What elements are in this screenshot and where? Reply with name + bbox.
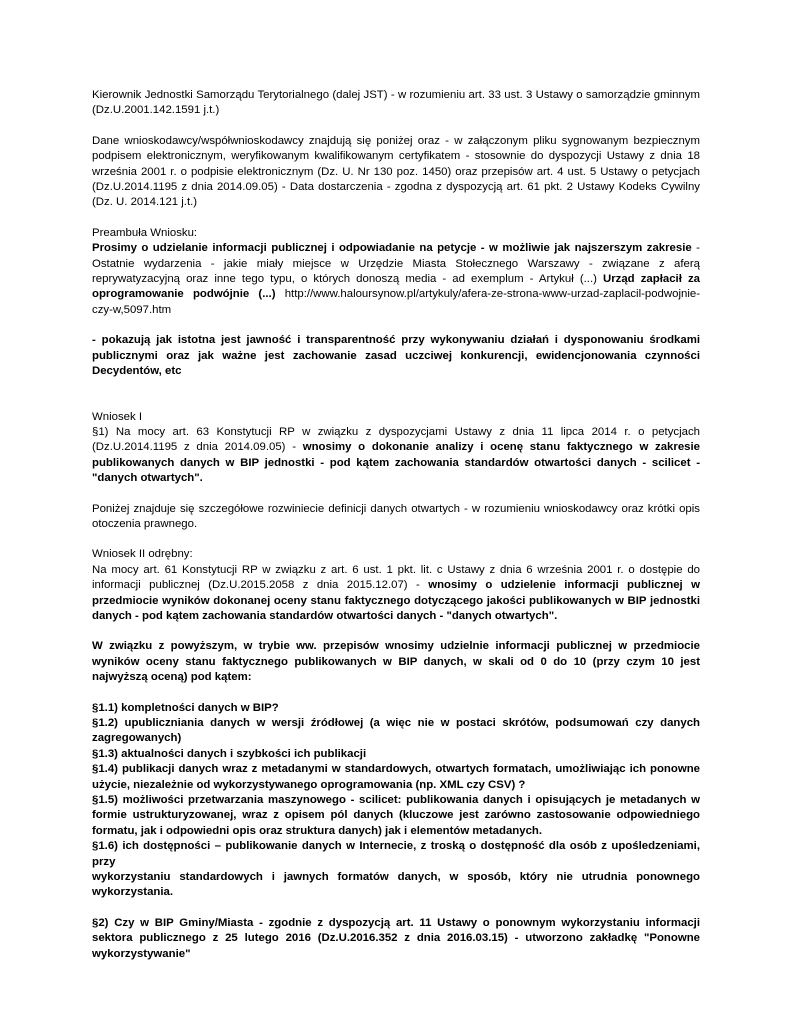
preamble-paragraph (92, 241, 700, 318)
request-2-paragraph (92, 563, 700, 625)
summary-paragraph (92, 639, 700, 685)
preamble-point (92, 333, 700, 379)
criteria-item-6-text: §1.6) ich dostępności – publikowanie danych w Internecie, z troską o dostępność dla osób z upośledzeniami, przy (92, 840, 700, 868)
section-2-paragraph (92, 916, 700, 962)
preamble-text-1: - Ostatnie wydarzenia - jakie miały miejsce w Urzędzie Miasta Stołecznego Warszawy - związane z aferą reprywatyzacyjną oraz inne tego typu, o których donoszą media - ad exemplum - Artykuł (...) (92, 242, 700, 286)
intro-paragraph: Kierownik Jednostki Samorządu Terytorialnego (dalej JST) - w rozumieniu art. 33 ust. 3 Ustawy o samorządzie gminnym (Dz.U.2001.142.1591 j.t.) (92, 89, 700, 117)
criteria-item-2 (92, 716, 700, 747)
criteria-item-3 (92, 747, 700, 762)
request-2-heading: Wniosek II odrębny: (92, 548, 193, 561)
criteria-list (92, 701, 700, 901)
request-1-paragraph (92, 425, 700, 487)
criteria-item-6-continued-text: wykorzystaniu standardowych i jawnych formatów danych, w sposób, który nie utrudnia ponownego wykorzystania. (92, 871, 700, 899)
section-2-bold: §2) Czy w BIP Gminy/Miasta - zgodnie z dyspozycją art. 11 Ustawy o ponownym wykorzystaniu informacji sektora publicznego z 25 lutego 2016 (Dz.U.2016.352 z dnia 2016.03.15) - utworzono zakładkę "Ponowne wykorzystywanie" (92, 916, 700, 960)
criteria-item-4 (92, 762, 700, 793)
criteria-item-4-text: §1.4) publikacji danych wraz z metadanymi w standardowych, otwartych formatach, umożliwiając ich ponowne użycie, niezależnie od wykorzystywanego oprogramowania (np. XML czy CSV) ? (92, 763, 700, 791)
request-1-text: §1) Na mocy art. 63 Konstytucji RP w związku z dyspozycjami Ustawy z dnia 11 lipca 2014 r. o petycjach (Dz.U.2014.1195 z dnia 2014.09.05) - (92, 425, 700, 454)
document-page (92, 88, 700, 962)
criteria-item-1-text: §1.1) kompletności danych w BIP? (92, 701, 279, 714)
preamble-heading: Preambuła Wniosku: (92, 226, 198, 239)
applicants-paragraph: Dane wnioskodawcy/współwnioskodawcy znajdują się poniżej oraz - w załączonym pliku sygnowanym bezpiecznym podpisem elektronicznym, weryfikowanym kwalifikowanym certyfikatem - stosownie do dyspozycji Ustawy z dnia 18 września 2001 r. o podpisie elektronicznym (Dz. U. Nr 130 poz. 1450) oraz przepisów art. 4 ust. 5 Ustawy o petycjach (Dz.U.2014.1195 z dnia 2014.09.05) - Data dostarczenia - zgodna z dyspozycją art. 61 pkt. 2 Ustawy Kodeks Cywilny (Dz. U. 2014.121 j.t.) (92, 134, 700, 209)
criteria-item-5 (92, 793, 700, 839)
preamble-link[interactable]: http://www.haloursynow.pl/artykuly/afera-ze-strona-www-urzad-zaplacil-podwojnie-czy-w,5097.htm (92, 288, 700, 316)
criteria-item-5-text: §1.5) możliwości przetwarzania maszynowego - scilicet: publikowania danych i opisujących je metadanych w formie ustrukturyzowanej, wraz z opisem pól danych (kluczowe jest zarówno zastosowanie odpowiedniego formatu, jak i odpowiedni opis oraz struktura danych) jak i elementów metadanych. (92, 794, 700, 837)
preamble-bold-1: Prosimy o udzielanie informacji publicznej i odpowiadanie na petycje - w możliwie jak najszerszym zakresie (92, 242, 692, 255)
criteria-item-2-text: §1.2) upubliczniania danych w wersji źródłowej (a więc nie w postaci skrótów, podsumowań czy danych zagregowanych) (92, 717, 700, 745)
preamble-point-bold: - pokazują jak istotna jest jawność i transparentność przy wykonywaniu działań i dysponowaniu środkami publicznymi oraz jak ważne jest zachowanie zasad uczciwej konkurencji, ewidencjonowania czynności Decydentów, etc (92, 334, 700, 378)
request-2-text: Na mocy art. 61 Konstytucji RP w związku z art. 6 ust. 1 pkt. lit. c Ustawy z dnia 6 września 2001 r. o dostępie do informacji publicznej (Dz.U.2015.2058 z dnia 2015.12.07) - (92, 563, 700, 592)
request-1-note: Poniżej znajduje się szczegółowe rozwiniecie definicji danych otwartych - w rozumieniu wnioskodawcy oraz krótki opis otoczenia prawnego. (92, 502, 700, 530)
criteria-item-3-text: §1.3) aktualności danych i szybkości ich publikacji (92, 747, 367, 760)
preamble-bold-2: Urząd zapłacił za oprogramowanie podwójnie (...) (92, 273, 700, 301)
criteria-item-6-continued (92, 870, 700, 901)
request-2-bold: wnosimy o udzielenie informacji publicznej w przedmiocie wyników dokonanej oceny stanu faktycznego dotyczącego jakości publikowanych w BIP jednostki danych - pod kątem zachowania standardów otwartości danych - "danych otwartych". (92, 579, 700, 622)
request-1-heading: Wniosek I (92, 410, 143, 423)
summary-bold: W związku z powyższym, w trybie ww. przepisów wnosimy udzielnie informacji publicznej w przedmiocie wyników oceny stanu faktycznego publikowanych w BIP danych, w skali od 0 do 10 (przy czym 10 jest najwyższą oceną) pod kątem: (92, 640, 700, 684)
criteria-item-1 (92, 701, 700, 716)
criteria-item-6 (92, 839, 700, 870)
request-1-bold: wnosimy o dokonanie analizy i ocenę stanu faktycznego w zakresie publikowanych danych w BIP jednostki - pod kątem zachowania standardów otwartości danych - scilicet - "danych otwartych". (92, 441, 700, 485)
